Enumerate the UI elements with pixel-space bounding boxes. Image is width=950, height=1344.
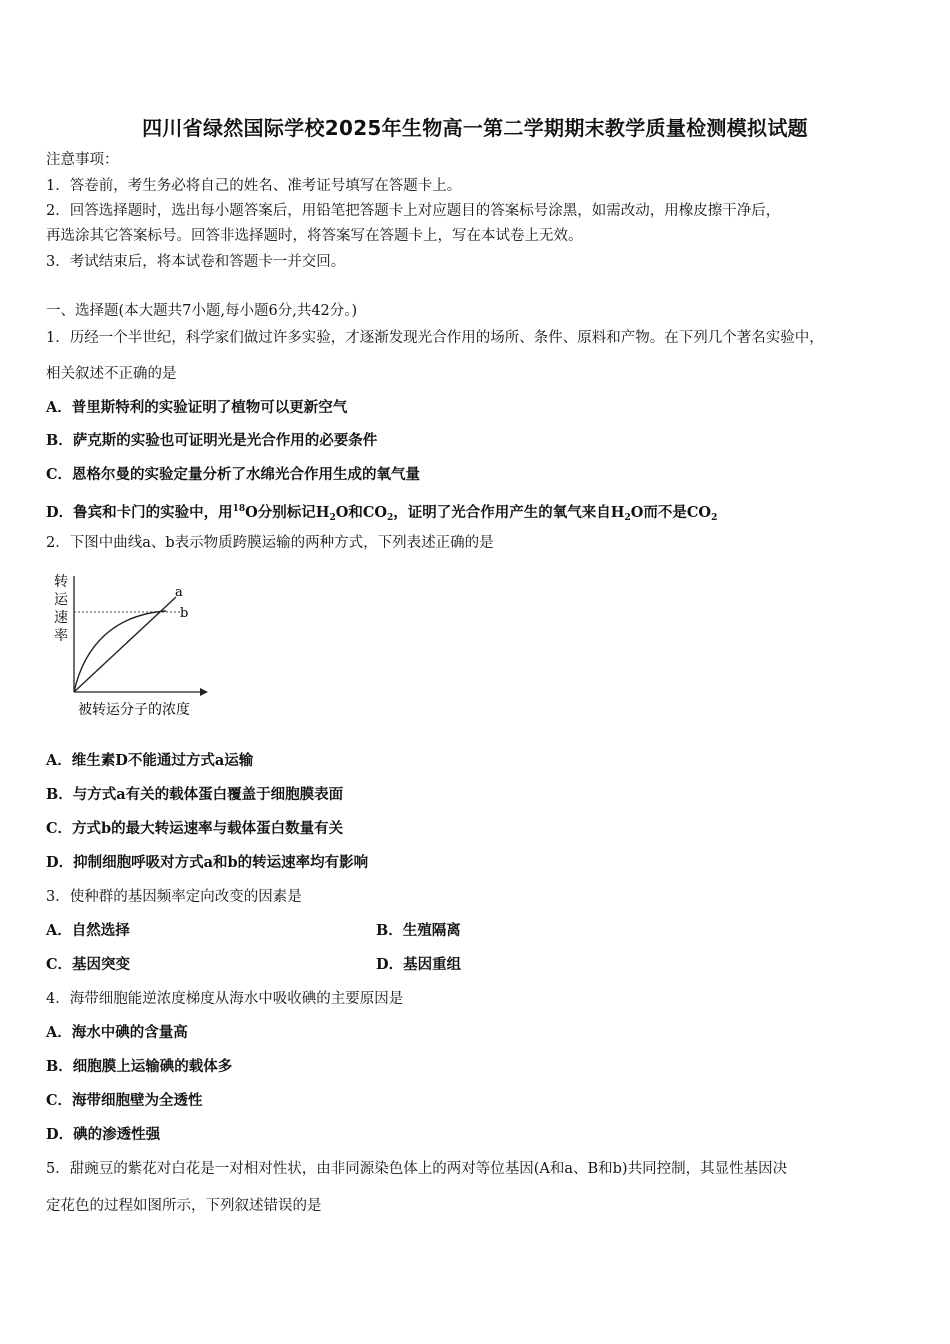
q4-option-d: D．碘的渗透性强 (46, 1126, 161, 1143)
q1-option-c: C．恩格尔曼的实验定量分析了水绵光合作用生成的氧气量 (46, 466, 421, 483)
notice-item: 2．回答选择题时，选出每小题答案后，用铅笔把答题卡上对应题目的答案标号涂黑，如需改动，用橡皮擦干净后， (46, 203, 781, 219)
notice-item: 3．考试结束后，将本试卷和答题卡一并交回。 (46, 254, 346, 270)
y-axis-label-char: 运 (54, 592, 68, 608)
q5-stem-cont: 定花色的过程如图所示，下列叙述错误的是 (46, 1198, 322, 1214)
y-axis-label-char: 速 (54, 610, 68, 626)
q1-stem: 1．历经一个半世纪，科学家们做过许多实验，才逐渐发现光合作用的场所、条件、原料和产物。在下列几个著名实验中， (46, 330, 824, 346)
q3-stem: 3．使种群的基因频率定向改变的因素是 (46, 889, 302, 905)
section-heading: 一、选择题(本大题共7小题,每小题6分,共42分。) (46, 303, 358, 319)
q4-option-b: B．细胞膜上运输碘的载体多 (46, 1058, 233, 1075)
x-axis-label: 被转运分子的浓度 (78, 702, 190, 718)
q4-option-a: A．海水中碘的含量高 (46, 1024, 188, 1041)
q3-option-d: D．基因重组 (376, 956, 462, 973)
q1-stem-cont: 相关叙述不正确的是 (46, 366, 177, 382)
q5-stem: 5．甜豌豆的紫花对白花是一对相对性状，由非同源染色体上的两对等位基因(A和a、B和b)共同控制，其显性基因决 (46, 1161, 788, 1177)
q4-stem: 4．海带细胞能逆浓度梯度从海水中吸收碘的主要原因是 (46, 991, 404, 1007)
curve-a-label: a (175, 585, 183, 600)
q3-option-a: A．自然选择 (46, 922, 130, 939)
page-title: 四川省绿然国际学校2025年生物高一第二学期期末教学质量检测模拟试题 (142, 116, 808, 140)
y-axis-label-char: 率 (54, 628, 68, 644)
notice-heading: 注意事项： (46, 152, 119, 168)
q2-stem: 2．下图中曲线a、b表示物质跨膜运输的两种方式，下列表述正确的是 (46, 535, 494, 551)
curve-a (74, 597, 176, 692)
notice-item: 1．答卷前，考生务必将自己的姓名、准考证号填写在答题卡上。 (46, 178, 462, 194)
q1-option-d: D．鲁宾和卡门的实验中，用$^{18}$O分别标记$H_2O$和$CO_2$，证明了光合作用产生的氧气来自$H_2O$而不是$CO_2$ (46, 504, 718, 523)
q1-option-b: B．萨克斯的实验也可证明光是光合作用的必要条件 (46, 432, 378, 449)
q2-option-a: A．维生素D不能通过方式a运输 (46, 752, 254, 769)
notice-item: 再选涂其它答案标号。回答非选择题时，将答案写在答题卡上，写在本试卷上无效。 (46, 228, 583, 244)
q3-option-b: B．生殖隔离 (376, 922, 461, 939)
q3-option-c: C．基因突变 (46, 956, 131, 973)
x-axis-arrow (200, 688, 208, 696)
q4-option-c: C．海带细胞壁为全透性 (46, 1092, 203, 1109)
q2-option-d: D．抑制细胞呼吸对方式a和b的转运速率均有影响 (46, 854, 369, 871)
q1-option-a: A．普里斯特利的实验证明了植物可以更新空气 (46, 399, 348, 416)
curve-b-label: b (180, 606, 189, 621)
q2-option-c: C．方式b的最大转运速率与载体蛋白数量有关 (46, 820, 344, 837)
q2-option-b: B．与方式a有关的载体蛋白覆盖于细胞膜表面 (46, 786, 344, 803)
y-axis-label-char: 转 (54, 574, 68, 590)
transport-rate-graph (44, 568, 234, 728)
